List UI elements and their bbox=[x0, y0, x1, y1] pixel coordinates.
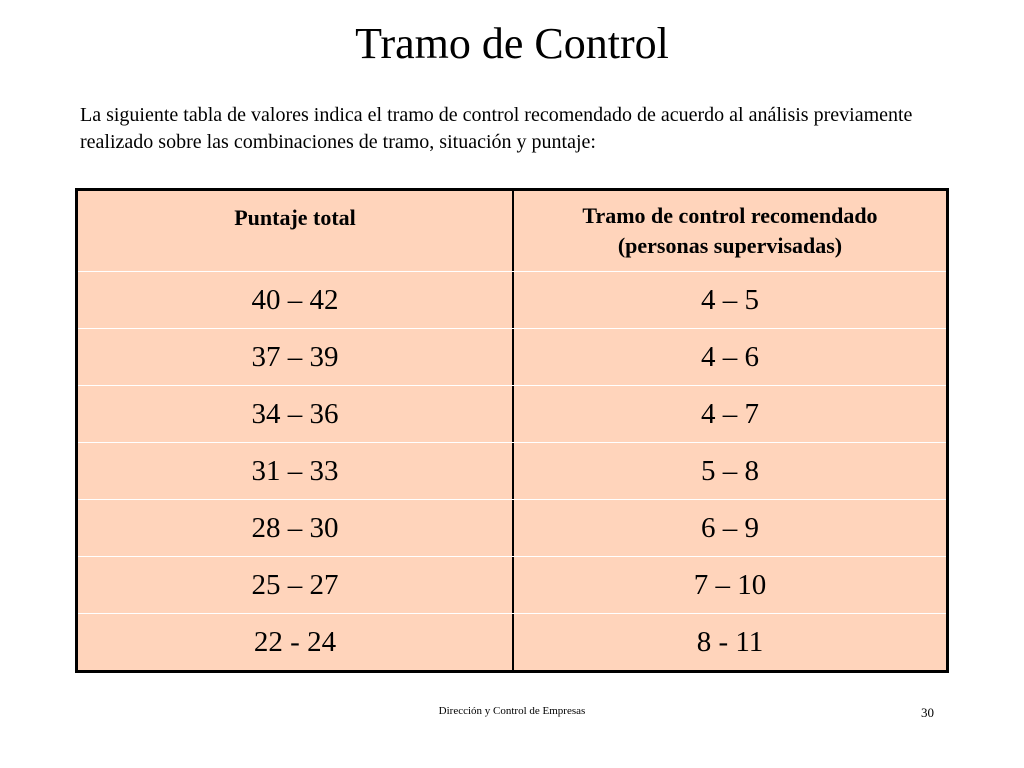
table-row bbox=[78, 499, 946, 556]
footer-course-name: Dirección y Control de Empresas bbox=[438, 705, 586, 717]
cell-tramo: 4 – 6 bbox=[701, 340, 759, 373]
table-row bbox=[78, 442, 946, 499]
table-row bbox=[78, 385, 946, 442]
intro-paragraph: La siguiente tabla de valores indica el tramo de control recomendado de acuerdo al análisis previamente realizado sobre las combinaciones de tramo, situación y puntaje: bbox=[80, 104, 913, 153]
table-row bbox=[78, 613, 946, 670]
table-row bbox=[78, 271, 946, 328]
table-header-row bbox=[78, 191, 946, 271]
cell-puntaje: 22 - 24 bbox=[78, 614, 514, 670]
cell-puntaje: 34 – 36 bbox=[78, 386, 514, 442]
cell-puntaje: 40 – 42 bbox=[78, 272, 514, 328]
header-tramo-recomendado bbox=[514, 191, 946, 271]
header-puntaje-total: Puntaje total bbox=[78, 191, 514, 271]
table-row bbox=[78, 556, 946, 613]
cell-tramo: 5 – 8 bbox=[701, 454, 759, 487]
cell-tramo: 8 - 11 bbox=[696, 625, 764, 658]
cell-tramo: 4 – 7 bbox=[701, 397, 759, 430]
page-number: 30 bbox=[921, 705, 934, 720]
cell-puntaje: 28 – 30 bbox=[78, 500, 514, 556]
cell-tramo: 6 – 9 bbox=[701, 511, 759, 544]
span-of-control-table bbox=[75, 188, 949, 673]
table-row bbox=[78, 328, 946, 385]
cell-puntaje: 31 – 33 bbox=[78, 443, 514, 499]
cell-puntaje: 37 – 39 bbox=[78, 329, 514, 385]
slide-title: Tramo de Control bbox=[355, 19, 669, 68]
cell-puntaje: 25 – 27 bbox=[78, 557, 514, 613]
header-tramo-line1: Tramo de control recomendado bbox=[582, 203, 878, 228]
cell-tramo: 7 – 10 bbox=[693, 568, 767, 601]
header-tramo-line2: (personas supervisadas) bbox=[617, 233, 843, 258]
cell-tramo: 4 – 5 bbox=[701, 283, 759, 316]
